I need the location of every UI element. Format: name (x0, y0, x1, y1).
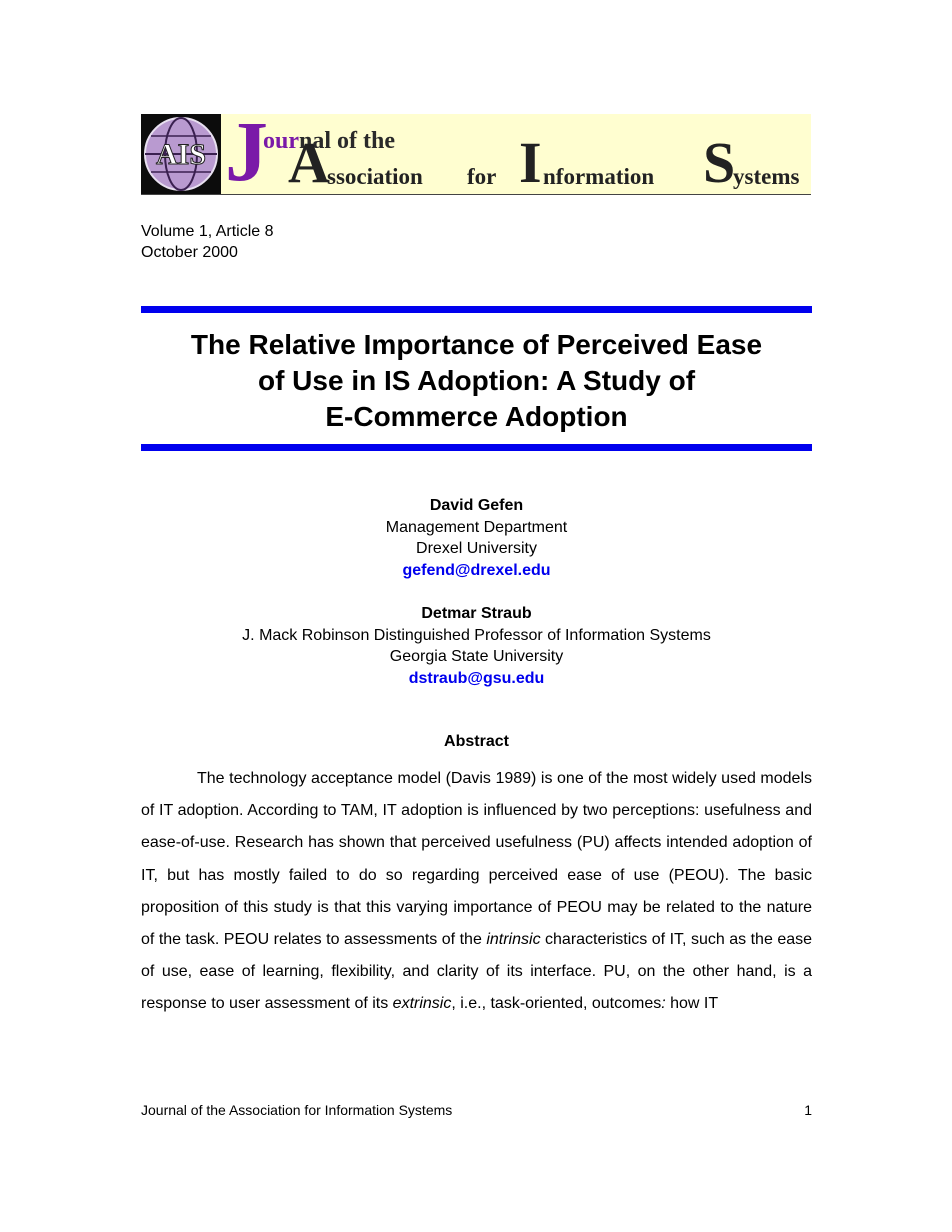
banner-letter-j: J (225, 114, 268, 195)
date-line: October 2000 (141, 244, 238, 261)
abstract-paragraph: The technology acceptance model (Davis 1989) is one of the most widely used models of IT adoption. According to TAM, IT adoption is influenced by two perceptions: usefulness and ease-of-use. Research has shown that perceived usefulness (PU) affects intended adoption of IT, but has mostly failed to do so regarding perceived ease of use (PEOU). The basic proposition of this study is that this varying importance of PEOU may be related to the nature of the task. PEOU relates to assessments of the intrinsic characteristics of IT, such as the ease of use, ease of learning, flexibility, and clarity of its interface. PU, on the other hand, is a response to user assessment of its extrinsic, i.e., task-oriented, outcomes: how IT (141, 770, 813, 1013)
ais-logo (141, 114, 221, 194)
banner-word-ystems: ystems (733, 164, 800, 189)
author-affiliation: Drexel University (416, 540, 537, 557)
banner-letter-s: S (703, 130, 736, 195)
author-email-link[interactable]: dstraub@gsu.edu (408, 669, 545, 687)
banner-first-line: ournal of the (263, 128, 395, 154)
paper-title (141, 327, 812, 435)
title-line: The Relative Importance of Perceived Ease (190, 329, 763, 360)
title-rule-top (141, 306, 812, 313)
logo-text: AIS (155, 138, 207, 171)
issue-meta (141, 221, 274, 263)
author-email-link[interactable]: gefend@drexel.edu (402, 561, 551, 579)
volume-line: Volume 1, Article 8 (141, 223, 274, 240)
footer-journal: Journal of the Association for Information Systems (141, 1102, 453, 1118)
author-dept: J. Mack Robinson Distinguished Professor of Information Systems (242, 626, 711, 644)
title-line: of Use in IS Adoption: A Study of (257, 365, 696, 396)
title-rule-bottom (141, 444, 812, 451)
title-line: E-Commerce Adoption (325, 401, 628, 432)
author-block (141, 495, 812, 689)
abstract-heading: Abstract (444, 733, 509, 750)
page-footer (141, 1102, 812, 1118)
banner-letter-a: A (288, 130, 330, 195)
banner-letter-i: I (519, 130, 542, 195)
author-dept: Management Department (385, 518, 568, 536)
author-affiliation: Georgia State University (389, 648, 564, 665)
journal-banner (141, 114, 811, 195)
banner-word-for: for (467, 164, 497, 189)
abstract-body (141, 763, 812, 1021)
banner-word-nformation: nformation (543, 164, 655, 189)
banner-word-ssociation: ssociation (327, 164, 423, 189)
page-number: 1 (804, 1102, 812, 1118)
author-name: Detmar Straub (421, 605, 532, 622)
author-name: David Gefen (429, 497, 524, 514)
